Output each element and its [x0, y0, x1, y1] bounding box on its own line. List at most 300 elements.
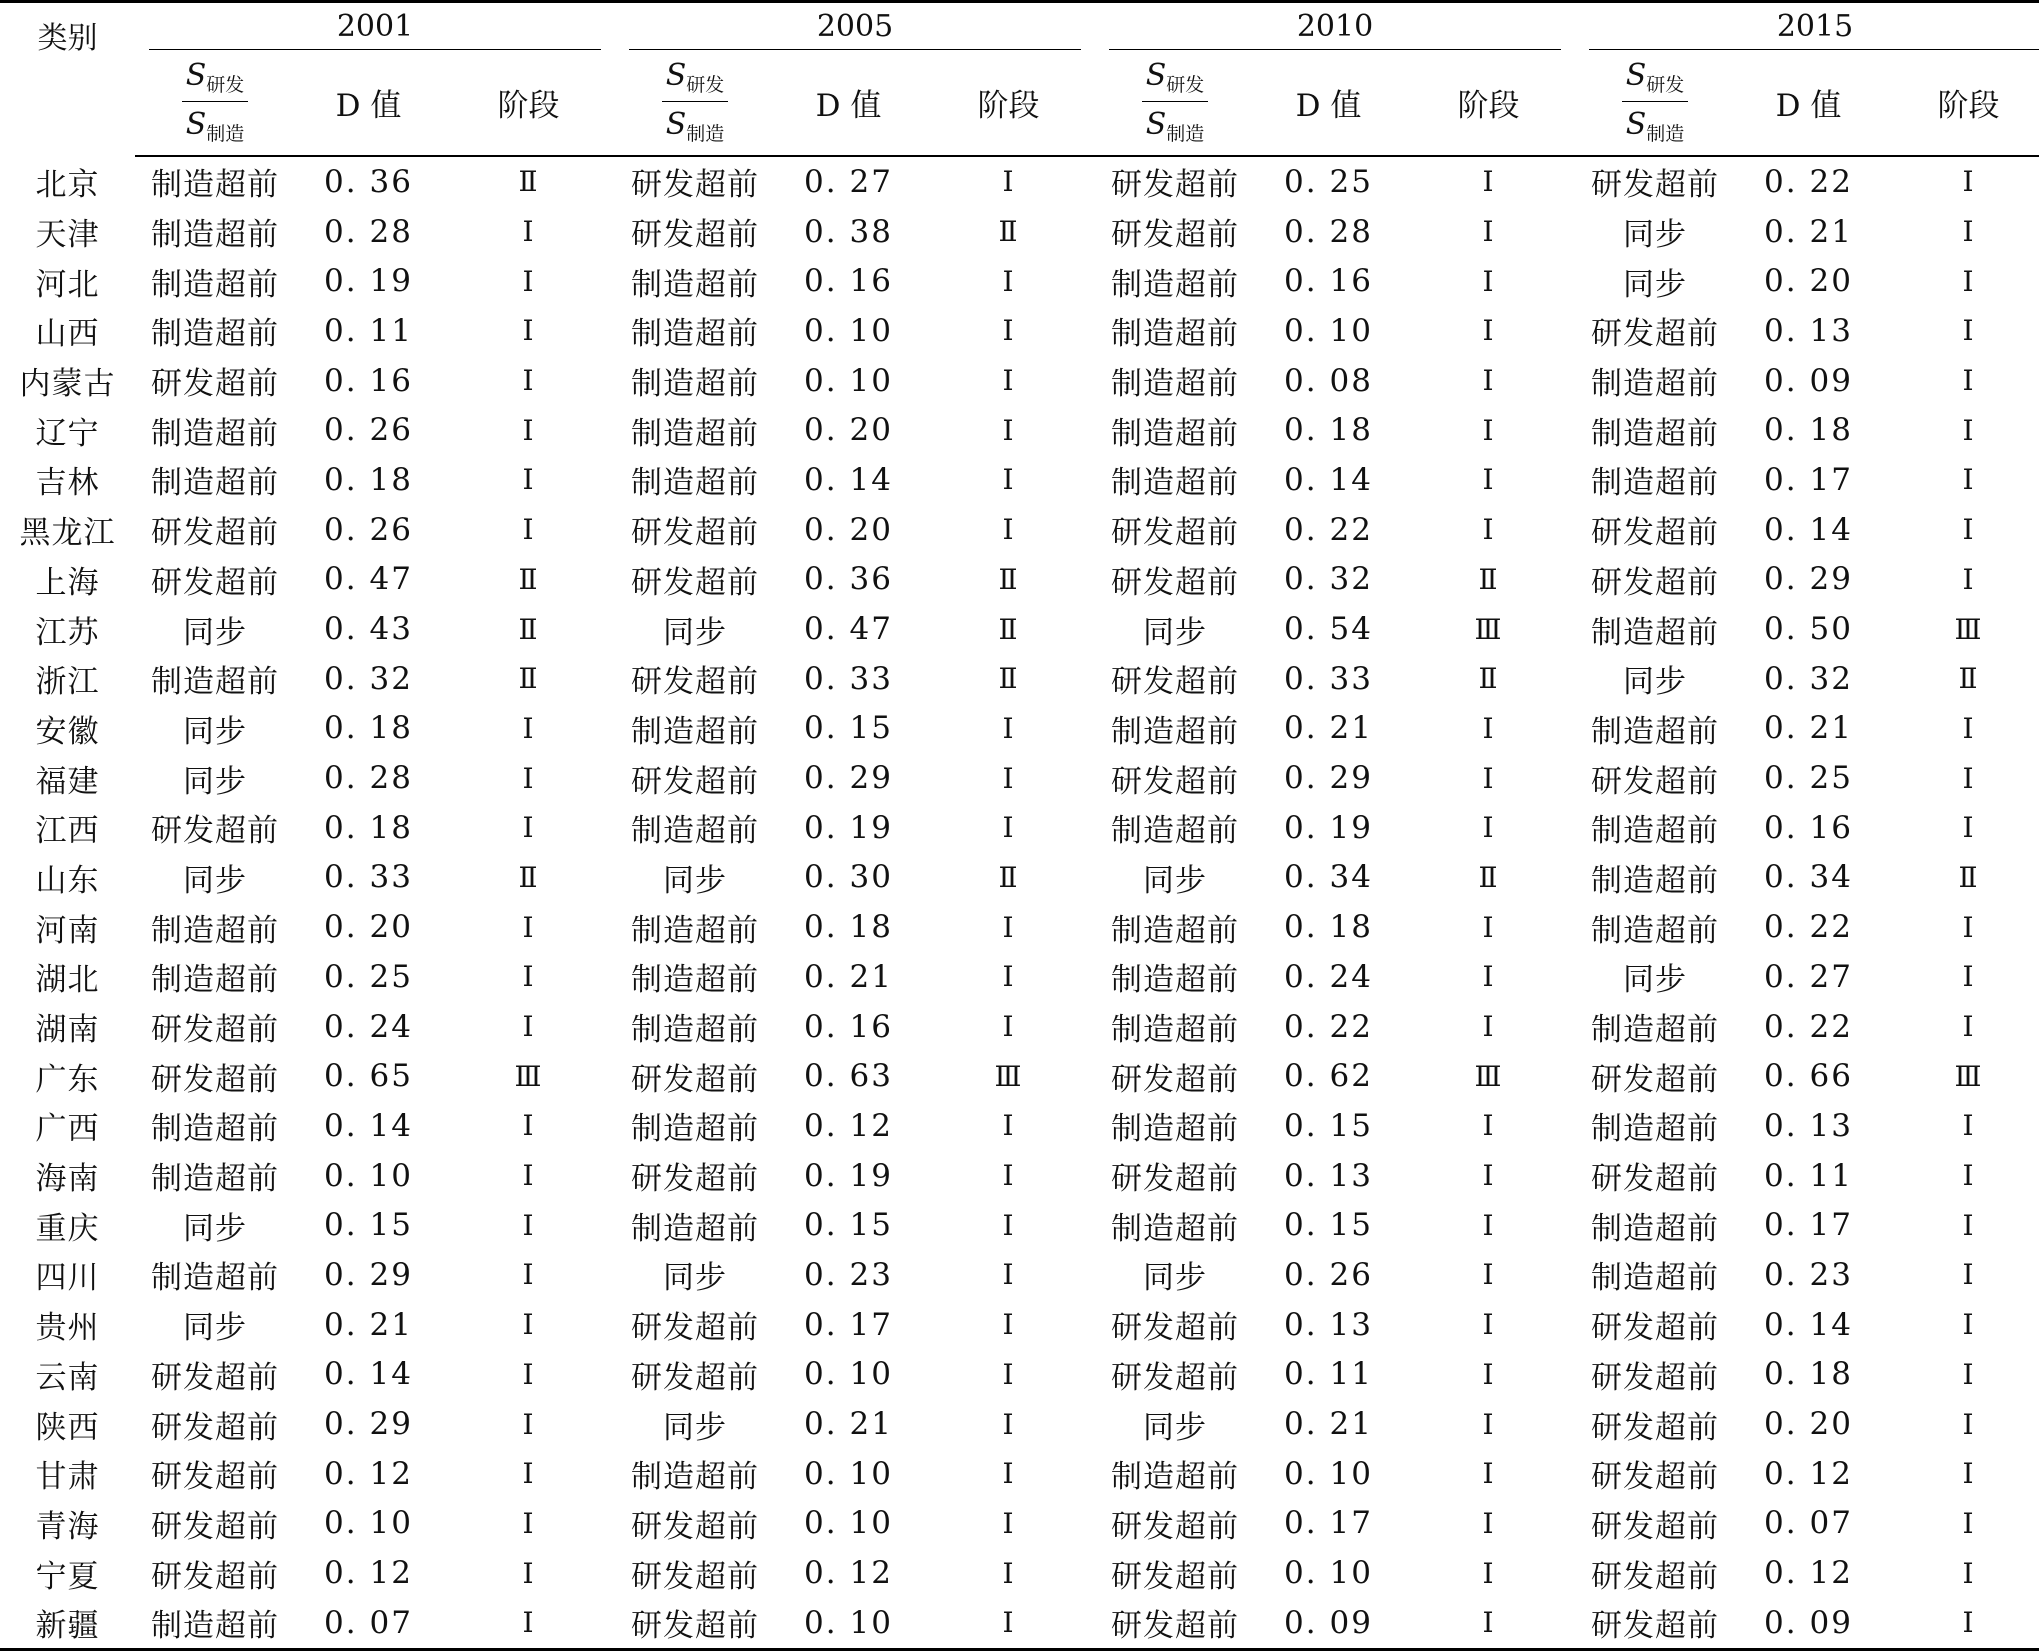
ratio-numerator: $S_{研发}$: [662, 61, 729, 102]
d-value-cell: 0. 18: [1764, 1356, 1853, 1393]
relation-cell: 同步: [183, 713, 247, 750]
d-value-cell: 0. 11: [1284, 1356, 1373, 1393]
year-label: 2010: [1296, 9, 1374, 44]
table-row: [0, 1499, 2039, 1549]
d-value-cell: 0. 15: [1284, 1207, 1373, 1244]
table-row: [0, 1101, 2039, 1151]
d-value-cell: 0. 14: [1764, 511, 1853, 548]
relation-cell: 研发超前: [1591, 1061, 1719, 1098]
d-value-cell: 0. 66: [1764, 1058, 1853, 1095]
region-cell: 辽宁: [35, 415, 100, 452]
d-value-cell: 0. 20: [1764, 263, 1853, 300]
stage-header: 阶段: [1882, 50, 2039, 156]
relation-cell: 研发超前: [631, 763, 759, 800]
stage-cell: Ⅰ: [522, 1506, 535, 1540]
stage-cell: Ⅰ: [1482, 811, 1495, 845]
region-cell: 河南: [35, 912, 100, 949]
region-cell: 陕西: [35, 1409, 100, 1446]
stage-cell: Ⅰ: [522, 960, 535, 994]
stage-cell: Ⅱ: [518, 662, 539, 696]
relation-cell: 研发超前: [631, 217, 759, 254]
stage-cell: Ⅰ: [1962, 1208, 1975, 1242]
stage-cell: Ⅰ: [1002, 711, 1015, 745]
relation-cell: 制造超前: [151, 415, 279, 452]
stage-cell: Ⅰ: [1002, 1258, 1015, 1292]
table-row: [0, 405, 2039, 455]
table-row: [0, 356, 2039, 406]
relation-cell: 制造超前: [1591, 713, 1719, 750]
stage-cell: Ⅰ: [442, 1598, 615, 1649]
relation-cell: 制造超前: [631, 465, 759, 502]
d-value-cell: 0. 14: [324, 1107, 413, 1144]
stage-cell: Ⅰ: [522, 1208, 535, 1242]
stage-cell: Ⅰ: [1962, 314, 1975, 348]
stage-cell: Ⅰ: [1002, 1457, 1015, 1491]
stage-cell: Ⅰ: [1482, 413, 1495, 447]
stage-cell: Ⅰ: [1962, 1357, 1975, 1391]
relation-cell: 制造超前: [1591, 862, 1719, 899]
d-value-cell: 0. 23: [1764, 1256, 1853, 1293]
stage-cell: Ⅰ: [1002, 1010, 1015, 1044]
relation-cell: 制造超前: [151, 217, 279, 254]
stage-cell: Ⅱ: [998, 662, 1019, 696]
relation-cell: 研发超前: [631, 1061, 759, 1098]
relation-cell: 同步: [183, 1210, 247, 1247]
stage-cell: Ⅱ: [1958, 662, 1979, 696]
d-value-cell: 0. 18: [1284, 412, 1373, 449]
d-value-cell: 0. 21: [1764, 213, 1853, 250]
d-value-cell: 0. 10: [804, 362, 893, 399]
relation-cell: 制造超前: [631, 1459, 759, 1496]
relation-cell: 研发超前: [151, 1558, 279, 1595]
ratio-denominator: $S_{制造}$: [1625, 107, 1685, 145]
stage-header: 阶段: [922, 50, 1095, 156]
relation-cell: 同步: [663, 1260, 727, 1297]
stage-cell: Ⅲ: [1954, 1059, 1983, 1093]
relation-cell: 制造超前: [1111, 366, 1239, 403]
relation-cell: 研发超前: [1111, 1310, 1239, 1347]
d-value-cell: 0. 17: [1764, 461, 1853, 498]
stage-cell: Ⅰ: [522, 1258, 535, 1292]
d-value-cell: 0. 10: [775, 1598, 922, 1649]
table-row: [0, 156, 2039, 207]
relation-cell: 制造超前: [631, 962, 759, 999]
region-cell: 湖北: [35, 962, 100, 999]
table-row: [0, 1449, 2039, 1499]
stage-cell: Ⅰ: [1002, 1308, 1015, 1342]
relation-cell: 研发超前: [1591, 1508, 1719, 1545]
d-value-cell: 0. 13: [1284, 1157, 1373, 1194]
d-value-cell: 0. 21: [1284, 1406, 1373, 1443]
stage-cell: Ⅰ: [1002, 1407, 1015, 1441]
stage-cell: Ⅰ: [1962, 463, 1975, 497]
stage-cell: Ⅰ: [1962, 264, 1975, 298]
ratio-header: [1095, 50, 1255, 156]
d-value-cell: 0. 27: [1764, 958, 1853, 995]
relation-cell: 研发超前: [631, 1310, 759, 1347]
d-value-header: D 值: [775, 50, 922, 156]
stage-cell: Ⅱ: [518, 612, 539, 646]
d-value-cell: 0. 47: [804, 611, 893, 648]
stage-cell: Ⅱ: [998, 612, 1019, 646]
stage-cell: Ⅰ: [1482, 711, 1495, 745]
stage-cell: Ⅰ: [1002, 960, 1015, 994]
region-cell: 广东: [35, 1061, 100, 1098]
relation-cell: 同步: [183, 763, 247, 800]
ratio-denominator: $S_{制造}$: [1145, 107, 1205, 145]
relation-cell: 研发超前: [151, 1459, 279, 1496]
relation-cell: 研发超前: [1111, 1061, 1239, 1098]
d-value-cell: 0. 26: [1284, 1256, 1373, 1293]
stage-cell: Ⅰ: [1482, 1308, 1495, 1342]
relation-cell: 研发超前: [1111, 1508, 1239, 1545]
relation-cell: 研发超前: [631, 664, 759, 701]
stage-cell: Ⅱ: [998, 215, 1019, 249]
d-value-cell: 0. 25: [1284, 163, 1373, 200]
table-row: [0, 505, 2039, 555]
d-value-cell: 0. 65: [324, 1058, 413, 1095]
d-value-cell: 0. 16: [1764, 809, 1853, 846]
relation-cell: 同步: [183, 1310, 247, 1347]
stage-cell: Ⅰ: [1962, 1159, 1975, 1193]
stage-cell: Ⅱ: [518, 860, 539, 894]
table-row: [0, 455, 2039, 505]
stage-cell: Ⅰ: [1002, 314, 1015, 348]
d-value-cell: 0. 10: [804, 1505, 893, 1542]
d-value-cell: 0. 11: [1764, 1157, 1853, 1194]
stage-cell: Ⅰ: [1482, 1407, 1495, 1441]
stage-cell: Ⅰ: [522, 314, 535, 348]
d-value-cell: 0. 12: [1764, 1555, 1853, 1592]
table-row: [0, 952, 2039, 1002]
relation-cell: 制造超前: [631, 813, 759, 850]
relation-cell: 研发超前: [151, 813, 279, 850]
relation-cell: 制造超前: [631, 415, 759, 452]
relation-cell: 制造超前: [631, 266, 759, 303]
stage-cell: Ⅰ: [522, 1159, 535, 1193]
d-value-cell: 0. 18: [324, 809, 413, 846]
d-value-cell: 0. 11: [324, 312, 413, 349]
relation-cell: 制造超前: [151, 1260, 279, 1297]
relation-cell: 同步: [1143, 1260, 1207, 1297]
table-row: [0, 654, 2039, 704]
region-cell: 福建: [35, 763, 100, 800]
relation-cell: 研发超前: [1111, 564, 1239, 601]
relation-cell: 制造超前: [1591, 415, 1719, 452]
region-cell: 宁夏: [35, 1558, 100, 1595]
relation-cell: 同步: [183, 614, 247, 651]
relation-cell: 研发超前: [151, 1508, 279, 1545]
region-cell: 山东: [35, 862, 100, 899]
d-value-cell: 0. 20: [324, 909, 413, 946]
relation-cell: 研发超前: [1575, 1598, 1735, 1649]
relation-cell: 制造超前: [1111, 713, 1239, 750]
relation-cell: 制造超前: [151, 912, 279, 949]
relation-cell: 研发超前: [1111, 217, 1239, 254]
region-cell: 上海: [35, 564, 100, 601]
relation-cell: 制造超前: [1591, 366, 1719, 403]
stage-cell: Ⅰ: [1482, 1109, 1495, 1143]
region-cell: 青海: [35, 1508, 100, 1545]
relation-cell: 研发超前: [631, 1161, 759, 1198]
relation-cell: 研发超前: [1591, 316, 1719, 353]
relation-cell: 研发超前: [1111, 1161, 1239, 1198]
relation-cell: 同步: [1623, 962, 1687, 999]
stage-cell: Ⅰ: [522, 910, 535, 944]
relation-cell: 研发超前: [1591, 1161, 1719, 1198]
d-value-cell: 0. 16: [804, 1008, 893, 1045]
d-value-cell: 0. 20: [1764, 1406, 1853, 1443]
relation-cell: 研发超前: [151, 1359, 279, 1396]
d-value-cell: 0. 17: [1764, 1207, 1853, 1244]
d-value-cell: 0. 18: [1764, 412, 1853, 449]
d-value-cell: 0. 21: [324, 1306, 413, 1343]
stage-cell: Ⅱ: [1478, 562, 1499, 596]
stage-cell: Ⅰ: [522, 811, 535, 845]
stage-cell: Ⅰ: [1962, 960, 1975, 994]
table-row: [0, 704, 2039, 754]
relation-cell: 制造超前: [631, 366, 759, 403]
region-cell: 贵州: [35, 1310, 100, 1347]
year-label: 2005: [816, 9, 894, 44]
d-value-cell: 0. 22: [1764, 1008, 1853, 1045]
stage-cell: Ⅰ: [522, 413, 535, 447]
d-value-cell: 0. 19: [804, 1157, 893, 1194]
stage-cell: Ⅰ: [1002, 910, 1015, 944]
stage-cell: Ⅰ: [1962, 1109, 1975, 1143]
stage-cell: Ⅰ: [1962, 1308, 1975, 1342]
ratio-header: [135, 50, 295, 156]
relation-cell: 制造超前: [151, 962, 279, 999]
relation-cell: 研发超前: [1591, 564, 1719, 601]
stage-cell: Ⅲ: [1474, 1059, 1503, 1093]
d-value-cell: 0. 14: [804, 461, 893, 498]
d-value-cell: 0. 10: [804, 1455, 893, 1492]
stage-cell: Ⅰ: [1002, 1556, 1015, 1590]
table-row: [0, 207, 2039, 257]
d-value-cell: 0. 28: [1284, 213, 1373, 250]
table-row: [0, 1002, 2039, 1052]
relation-cell: 制造超前: [1111, 912, 1239, 949]
table-body: [0, 156, 2039, 1649]
d-value-cell: 0. 14: [1284, 461, 1373, 498]
d-value-cell: 0. 16: [1284, 263, 1373, 300]
d-value-cell: 0. 16: [324, 362, 413, 399]
region-cell: 新疆: [0, 1598, 135, 1649]
stage-cell: Ⅱ: [1478, 662, 1499, 696]
relation-cell: 研发超前: [1591, 1409, 1719, 1446]
stage-cell: Ⅰ: [1482, 264, 1495, 298]
relation-cell: 研发超前: [631, 515, 759, 552]
stage-cell: Ⅰ: [522, 264, 535, 298]
relation-cell: 同步: [1623, 217, 1687, 254]
relation-cell: 制造超前: [631, 316, 759, 353]
relation-cell: 研发超前: [1111, 763, 1239, 800]
relation-cell: 同步: [1623, 266, 1687, 303]
d-value-cell: 0. 09: [1255, 1598, 1402, 1649]
relation-cell: 研发超前: [1591, 1359, 1719, 1396]
d-value-cell: 0. 23: [804, 1256, 893, 1293]
stage-cell: Ⅰ: [522, 364, 535, 398]
stage-cell: Ⅰ: [522, 761, 535, 795]
d-value-cell: 0. 19: [324, 263, 413, 300]
relation-cell: 研发超前: [151, 515, 279, 552]
d-value-cell: 0. 10: [1284, 312, 1373, 349]
d-value-cell: 0. 13: [1764, 1107, 1853, 1144]
stage-cell: Ⅰ: [1962, 562, 1975, 596]
relation-cell: 同步: [663, 862, 727, 899]
stage-cell: Ⅰ: [1962, 910, 1975, 944]
table-row: [0, 1250, 2039, 1300]
relation-cell: 研发超前: [1111, 1359, 1239, 1396]
d-value-cell: 0. 54: [1284, 611, 1373, 648]
region-cell: 重庆: [35, 1210, 100, 1247]
d-value-cell: 0. 24: [1284, 958, 1373, 995]
region-cell: 甘肃: [35, 1459, 100, 1496]
stage-cell: Ⅲ: [1954, 612, 1983, 646]
stage-cell: Ⅰ: [522, 1308, 535, 1342]
stage-cell: Ⅰ: [1002, 463, 1015, 497]
relation-cell: 制造超前: [1591, 813, 1719, 850]
relation-cell: 研发超前: [1591, 1558, 1719, 1595]
d-value-cell: 0. 12: [804, 1555, 893, 1592]
relation-cell: 同步: [1143, 1409, 1207, 1446]
region-cell: 山西: [35, 316, 100, 353]
d-value-header: D 值: [1735, 50, 1882, 156]
d-value-cell: 0. 07: [1764, 1505, 1853, 1542]
relation-cell: 研发超前: [1591, 763, 1719, 800]
table-row: [0, 555, 2039, 605]
relation-cell: 研发超前: [151, 366, 279, 403]
stage-cell: Ⅰ: [1482, 910, 1495, 944]
stage-cell: Ⅰ: [1962, 1457, 1975, 1491]
relation-cell: 制造超前: [1111, 266, 1239, 303]
region-cell: 广西: [35, 1111, 100, 1148]
relation-cell: 研发超前: [631, 564, 759, 601]
table-row: [0, 306, 2039, 356]
relation-cell: 研发超前: [151, 1409, 279, 1446]
stage-cell: Ⅰ: [1482, 1556, 1495, 1590]
relation-cell: 研发超前: [1111, 664, 1239, 701]
stage-cell: Ⅰ: [1482, 215, 1495, 249]
stage-cell: Ⅰ: [1962, 215, 1975, 249]
stage-cell: Ⅰ: [1482, 165, 1495, 199]
stage-cell: Ⅰ: [522, 463, 535, 497]
d-value-cell: 0. 29: [324, 1256, 413, 1293]
relation-cell: 研发超前: [615, 1598, 775, 1649]
stage-cell: Ⅰ: [1482, 513, 1495, 547]
table-row: [0, 1151, 2039, 1201]
d-value-cell: 0. 10: [324, 1505, 413, 1542]
table-row: [0, 753, 2039, 803]
ratio-fraction: [1622, 58, 1689, 145]
year-header-2005: [615, 2, 1095, 51]
relation-cell: 制造超前: [151, 465, 279, 502]
relation-cell: 制造超前: [1111, 1111, 1239, 1148]
relation-cell: 研发超前: [151, 1012, 279, 1049]
stage-header: 阶段: [1402, 50, 1575, 156]
stage-cell: Ⅰ: [1962, 1556, 1975, 1590]
ratio-numerator: $S_{研发}$: [1622, 61, 1689, 102]
table-row: [0, 803, 2039, 853]
d-value-cell: 0. 33: [804, 660, 893, 697]
d-value-cell: 0. 36: [324, 163, 413, 200]
d-value-cell: 0. 30: [804, 859, 893, 896]
d-value-cell: 0. 09: [1735, 1598, 1882, 1649]
region-cell: 江西: [35, 813, 100, 850]
d-value-cell: 0. 07: [295, 1598, 442, 1649]
stage-cell: Ⅰ: [1482, 1159, 1495, 1193]
stage-cell: Ⅰ: [1962, 364, 1975, 398]
stage-cell: Ⅰ: [522, 711, 535, 745]
d-value-cell: 0. 15: [1284, 1107, 1373, 1144]
relation-cell: 制造超前: [1591, 1111, 1719, 1148]
relation-cell: 研发超前: [1591, 1310, 1719, 1347]
stage-cell: Ⅰ: [1962, 761, 1975, 795]
d-value-cell: 0. 22: [1284, 511, 1373, 548]
stage-cell: Ⅰ: [522, 513, 535, 547]
d-value-cell: 0. 18: [324, 710, 413, 747]
stage-cell: Ⅰ: [1482, 1457, 1495, 1491]
d-value-cell: 0. 12: [324, 1455, 413, 1492]
table-row: [0, 1350, 2039, 1400]
relation-cell: 研发超前: [631, 167, 759, 204]
relation-cell: 制造超前: [151, 1161, 279, 1198]
relation-cell: 制造超前: [631, 912, 759, 949]
table-row: [0, 1051, 2039, 1101]
relation-cell: 同步: [183, 862, 247, 899]
relation-cell: 研发超前: [631, 1359, 759, 1396]
ratio-header: [615, 50, 775, 156]
stage-cell: Ⅰ: [1882, 1598, 2039, 1649]
d-value-cell: 0. 16: [804, 263, 893, 300]
relation-cell: 制造超前: [631, 1012, 759, 1049]
d-value-cell: 0. 33: [1284, 660, 1373, 697]
d-value-cell: 0. 29: [1284, 760, 1373, 797]
d-value-cell: 0. 26: [324, 511, 413, 548]
relation-cell: 研发超前: [151, 1061, 279, 1098]
stage-cell: Ⅰ: [1482, 1258, 1495, 1292]
d-value-cell: 0. 32: [324, 660, 413, 697]
relation-cell: 制造超前: [1591, 1012, 1719, 1049]
stage-cell: Ⅲ: [994, 1059, 1023, 1093]
region-cell: 吉林: [35, 465, 100, 502]
d-value-cell: 0. 15: [324, 1207, 413, 1244]
ratio-denominator: $S_{制造}$: [185, 107, 245, 145]
stage-cell: Ⅰ: [522, 1457, 535, 1491]
d-value-cell: 0. 18: [804, 909, 893, 946]
year-header-2010: [1095, 2, 1575, 51]
stage-cell: Ⅱ: [1958, 860, 1979, 894]
d-value-cell: 0. 26: [324, 412, 413, 449]
stage-cell: Ⅰ: [1482, 364, 1495, 398]
d-value-cell: 0. 10: [1284, 1555, 1373, 1592]
year-label: 2001: [336, 9, 414, 44]
relation-cell: 制造超前: [1591, 465, 1719, 502]
d-value-cell: 0. 22: [1764, 909, 1853, 946]
stage-cell: Ⅰ: [1002, 1506, 1015, 1540]
stage-cell: Ⅰ: [1482, 314, 1495, 348]
d-value-cell: 0. 34: [1764, 859, 1853, 896]
relation-cell: 同步: [663, 1409, 727, 1446]
d-value-cell: 0. 21: [1764, 710, 1853, 747]
d-value-cell: 0. 15: [804, 710, 893, 747]
year-header-row: [0, 2, 2039, 51]
relation-cell: 制造超前: [151, 664, 279, 701]
relation-cell: 制造超前: [151, 316, 279, 353]
table-row: [0, 853, 2039, 903]
relation-cell: 同步: [1623, 664, 1687, 701]
